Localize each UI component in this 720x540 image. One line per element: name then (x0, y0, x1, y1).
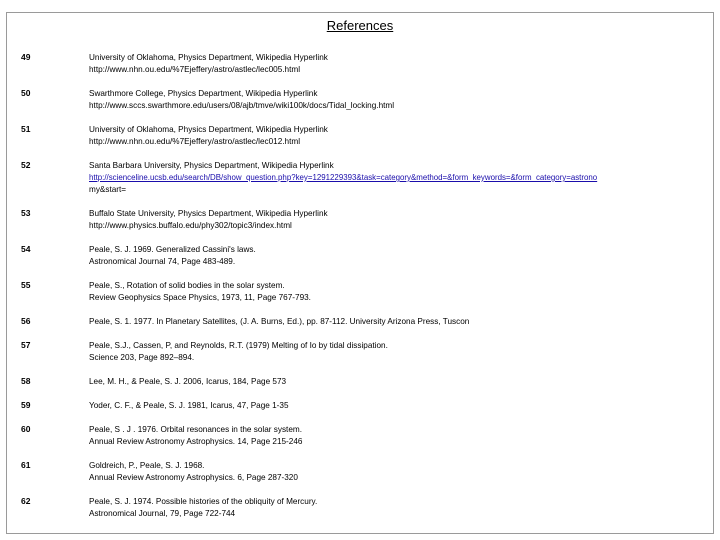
reference-link[interactable]: http://www.sccs.swarthmore.edu/users/08/ajb/tmve/wiki100k/docs/Tidal_locking.html (89, 101, 395, 110)
reference-text (89, 316, 709, 328)
reference-line: Annual Review Astronomy Astrophysics. 14, Page 215-246 (89, 437, 303, 446)
reference-number: 62 (21, 496, 31, 506)
reference-text (89, 400, 709, 412)
reference-line: Buffalo State University, Physics Department, Wikipedia Hyperlink (89, 209, 328, 218)
reference-line: Astronomical Journal 74, Page 483-489. (89, 257, 236, 266)
reference-number: 56 (21, 316, 31, 326)
reference-text (89, 88, 709, 112)
reference-line: Review Geophysics Space Physics, 1973, 11, Page 767-793. (89, 293, 311, 302)
reference-number: 61 (21, 460, 31, 470)
reference-text (89, 496, 709, 520)
reference-text (89, 208, 709, 232)
reference-number: 50 (21, 88, 31, 98)
reference-number: 51 (21, 124, 31, 134)
reference-number: 58 (21, 376, 31, 386)
reference-line: University of Oklahoma, Physics Department, Wikipedia Hyperlink (89, 53, 328, 62)
reference-number: 59 (21, 400, 31, 410)
reference-link[interactable]: http://scienceline.ucsb.edu/search/DB/show_question.php?key=1291229393&task=category&method=&form_keywords=&form_category=astrono (89, 173, 598, 182)
reference-line: Peale, S . J . 1976. Orbital resonances in the solar system. (89, 425, 302, 434)
reference-line: Peale, S. J. 1974. Possible histories of the obliquity of Mercury. (89, 497, 318, 506)
reference-number: 52 (21, 160, 31, 170)
reference-line: Lee, M. H., & Peale, S. J. 2006, Icarus, 184, Page 573 (89, 377, 287, 386)
reference-number: 55 (21, 280, 31, 290)
reference-text (89, 424, 709, 448)
reference-line: Goldreich, P., Peale, S. J. 1968. (89, 461, 205, 470)
reference-line: Peale, S. 1. 1977. In Planetary Satellites, (J. A. Burns, Ed.), pp. 87-112. University Arizona Press, Tuscon (89, 317, 470, 326)
reference-number: 57 (21, 340, 31, 350)
reference-number: 49 (21, 52, 31, 62)
reference-text (89, 160, 709, 196)
reference-line: Peale, S., Rotation of solid bodies in the solar system. (89, 281, 285, 290)
reference-link-continued[interactable]: my&start= (89, 185, 127, 194)
reference-line: Peale, S. J. 1969. Generalized Cassini's laws. (89, 245, 256, 254)
page-title: References (326, 18, 394, 33)
reference-line: Science 203, Page 892–894. (89, 353, 195, 362)
reference-number: 53 (21, 208, 31, 218)
reference-line: University of Oklahoma, Physics Department, Wikipedia Hyperlink (89, 125, 328, 134)
reference-text (89, 52, 709, 76)
reference-text (89, 280, 709, 304)
reference-text (89, 460, 709, 484)
reference-link[interactable]: http://www.physics.buffalo.edu/phy302/topic3/index.html (89, 221, 292, 230)
reference-number: 60 (21, 424, 31, 434)
reference-link[interactable]: http://www.nhn.ou.edu/%7Ejeffery/astro/astlec/lec005.html (89, 65, 301, 74)
reference-text (89, 376, 709, 388)
reference-link[interactable]: http://www.nhn.ou.edu/%7Ejeffery/astro/astlec/lec012.html (89, 137, 301, 146)
reference-line: Annual Review Astronomy Astrophysics. 6, Page 287-320 (89, 473, 298, 482)
reference-text (89, 340, 709, 364)
reference-line: Peale, S.J., Cassen, P, and Reynolds, R.T. (1979) Melting of Io by tidal dissipation. (89, 341, 388, 350)
reference-line: Santa Barbara University, Physics Department, Wikipedia Hyperlink (89, 161, 334, 170)
reference-line: Yoder, C. F., & Peale, S. J. 1981, Icarus, 47, Page 1-35 (89, 401, 289, 410)
reference-line: Swarthmore College, Physics Department, Wikipedia Hyperlink (89, 89, 318, 98)
reference-number: 54 (21, 244, 31, 254)
reference-line: Astronomical Journal, 79, Page 722-744 (89, 509, 236, 518)
reference-text (89, 244, 709, 268)
reference-text (89, 124, 709, 148)
